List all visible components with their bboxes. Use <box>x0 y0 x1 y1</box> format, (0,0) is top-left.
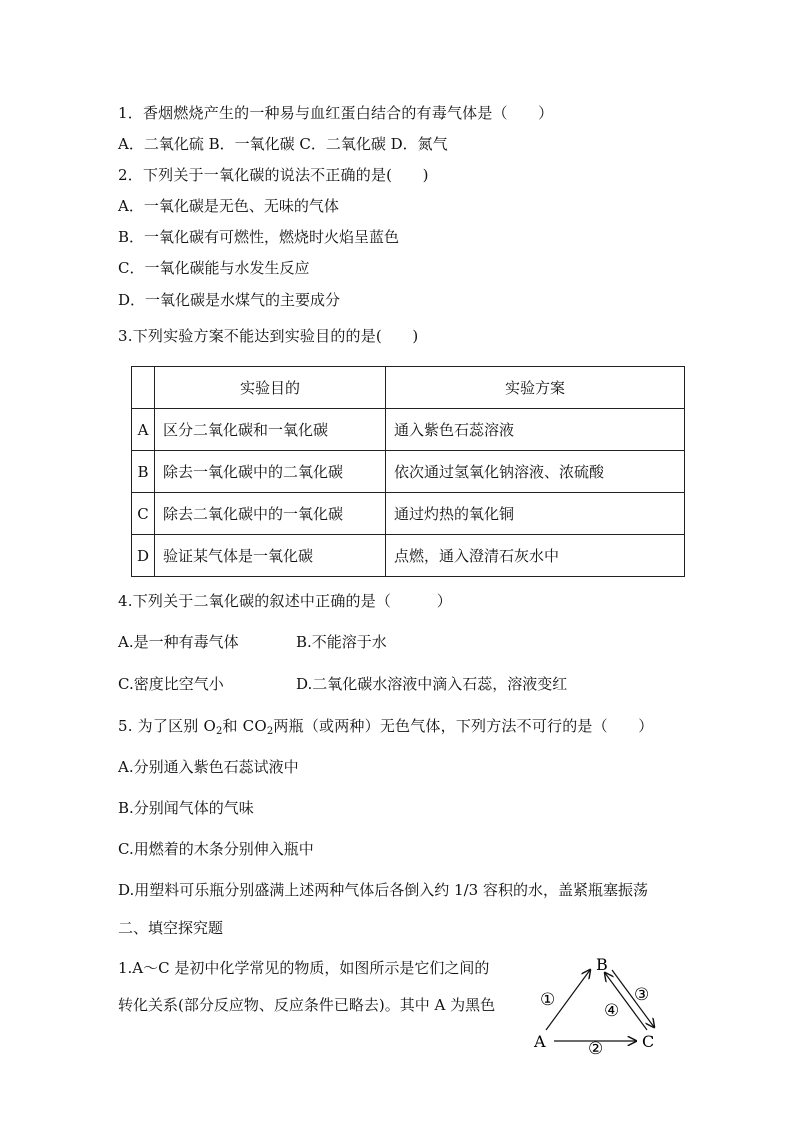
q4-option-c: C.密度比空气小 <box>118 675 224 693</box>
q5-option-d: D.用塑料可乐瓶分别盛满上述两种气体后各倒入约 1/3 容积的水，盖紧瓶塞振荡 <box>118 881 648 899</box>
table-row <box>132 535 685 577</box>
row-plan: 通入紫色石蕊溶液 <box>386 409 685 451</box>
row-goal: 验证某气体是一氧化碳 <box>155 535 386 577</box>
table-row <box>132 409 685 451</box>
label-reaction-3: ③ <box>634 985 650 1005</box>
q4-option-a: A.是一种有毒气体 <box>118 633 239 651</box>
q5-stem-mid: 和 CO <box>222 717 267 735</box>
table-header-plan: 实验方案 <box>386 367 685 409</box>
conversion-diagram <box>520 950 670 1055</box>
q2-option-b: B．一氧化碳有可燃性，燃烧时火焰呈蓝色 <box>118 228 400 246</box>
node-b: B <box>596 955 608 974</box>
q5-stem <box>118 716 653 736</box>
section-2-q1-line-2: 转化关系(部分反应物、反应条件已略去)。其中 A 为黑色 <box>118 996 496 1014</box>
row-key: B <box>132 451 155 493</box>
table-header-key <box>132 367 155 409</box>
q5-option-c: C.用燃着的木条分别伸入瓶中 <box>118 840 314 858</box>
row-plan: 依次通过氢氧化钠溶液、浓硫酸 <box>386 451 685 493</box>
label-reaction-2: ② <box>588 1039 604 1055</box>
q4-option-b: B.不能溶于水 <box>296 633 387 651</box>
q5-option-b: B.分别闻气体的气味 <box>118 799 254 817</box>
q1-stem: 1．香烟燃烧产生的一种易与血红蛋白结合的有毒气体是（ ） <box>118 104 554 122</box>
table-header-goal: 实验目的 <box>155 367 386 409</box>
label-reaction-1: ① <box>540 990 556 1010</box>
row-key: C <box>132 493 155 535</box>
q2-option-d: D．一氧化碳是水煤气的主要成分 <box>118 291 341 309</box>
q4-option-d: D.二氧化碳水溶液中滴入石蕊，溶液变红 <box>296 675 568 693</box>
q2-option-a: A．一氧化碳是无色、无味的气体 <box>118 197 339 215</box>
q5-option-a: A.分别通入紫色石蕊试液中 <box>118 758 299 776</box>
q4-options-row-2 <box>118 674 568 694</box>
q5-sub-o2: 2 <box>215 726 223 737</box>
node-a: A <box>534 1032 546 1051</box>
table-row <box>132 451 685 493</box>
q2-stem: 2．下列关于一氧化碳的说法不正确的是( ) <box>118 166 429 184</box>
table-row <box>132 493 685 535</box>
section-2-title: 二、填空探究题 <box>118 919 224 937</box>
q3-stem: 3.下列实验方案不能达到实验目的的是( ) <box>118 327 419 345</box>
q1-options: A．二氧化硫 B．一氧化碳 C．二氧化碳 D．氮气 <box>118 135 448 153</box>
q4-options-row-1 <box>118 632 387 652</box>
row-key: D <box>132 535 155 577</box>
node-c: C <box>642 1032 655 1051</box>
row-key: A <box>132 409 155 451</box>
experiment-table <box>131 366 685 577</box>
q4-stem: 4.下列关于二氧化碳的叙述中正确的是（ ） <box>118 592 452 610</box>
row-plan: 点燃，通入澄清石灰水中 <box>386 535 685 577</box>
q2-option-c: C．一氧化碳能与水发生反应 <box>118 259 310 277</box>
row-goal: 除去二氧化碳中的一氧化碳 <box>155 493 386 535</box>
row-goal: 除去一氧化碳中的二氧化碳 <box>155 451 386 493</box>
label-reaction-4: ④ <box>604 1001 620 1021</box>
section-2-q1-line-1: 1.A～C 是初中化学常见的物质，如图所示是它们之间的 <box>118 959 490 977</box>
q5-sub-co2: 2 <box>266 726 274 737</box>
row-goal: 区分二氧化碳和一氧化碳 <box>155 409 386 451</box>
table-header-row <box>132 367 685 409</box>
q5-stem-pre: 5. 为了区别 O <box>118 717 216 735</box>
q5-stem-post: 两瓶（或两种）无色气体，下列方法不可行的是（ ） <box>273 717 654 735</box>
row-plan: 通过灼热的氧化铜 <box>386 493 685 535</box>
